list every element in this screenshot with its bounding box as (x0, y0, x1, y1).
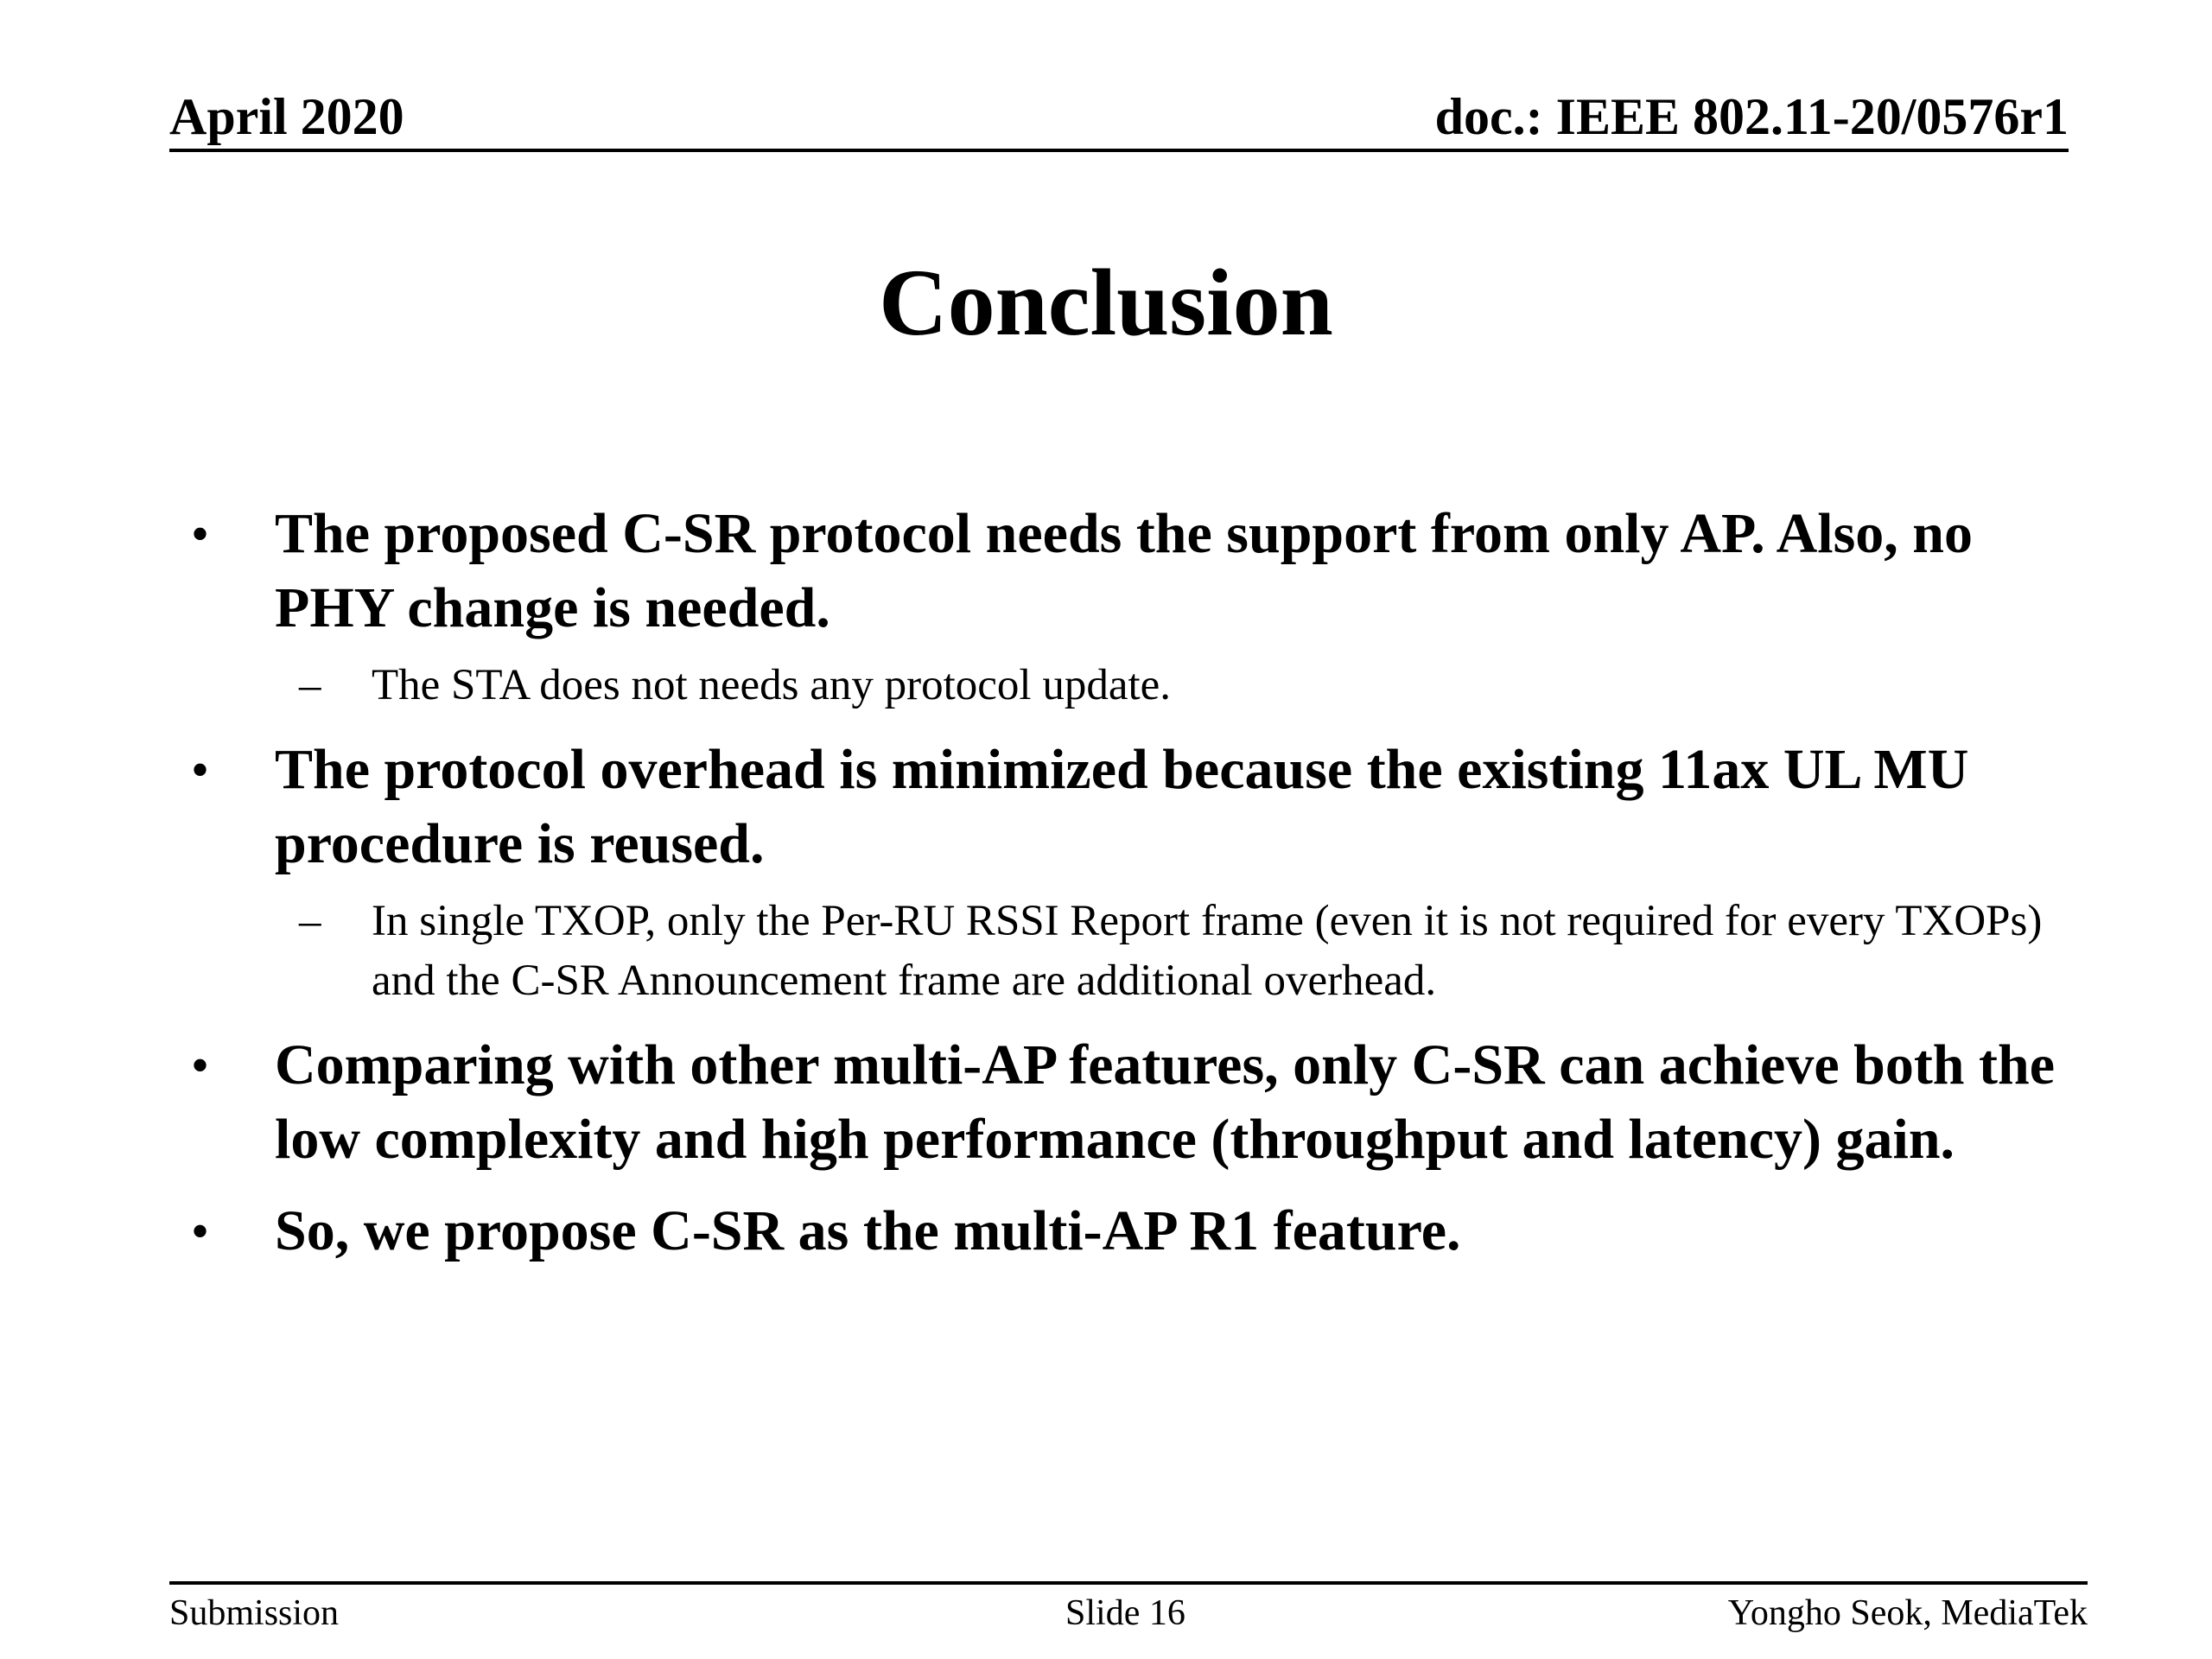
bullet-text: The proposed C-SR protocol needs the support from only AP. Also, no PHY change is needed. (275, 502, 1974, 639)
bullet-item (169, 1194, 2070, 1268)
bullet-item (169, 733, 2070, 881)
dash-icon: – (299, 661, 321, 709)
slide-footer (169, 1581, 2088, 1637)
footer-slide-number: Slide 16 (1065, 1593, 1185, 1633)
header-doc-id: doc.: IEEE 802.11-20/0576r1 (1434, 88, 2069, 145)
footer-author: Yongho Seok, MediaTek (1727, 1593, 2088, 1633)
sub-bullet-text: The STA does not needs any protocol update. (372, 661, 1172, 709)
sub-bullet-item (169, 892, 2070, 1011)
sub-bullet-item (169, 656, 2070, 715)
bullet-text: So, we propose C-SR as the multi-AP R1 feature. (275, 1199, 1461, 1262)
dash-icon: – (299, 897, 321, 945)
header-date: April 2020 (169, 88, 404, 145)
bullet-icon: • (191, 1037, 210, 1094)
footer-submission: Submission (169, 1593, 340, 1633)
bullet-icon: • (191, 741, 210, 798)
bullet-text: The protocol overhead is minimized because the existing 11ax UL MU procedure is reused. (275, 738, 1969, 875)
bullet-item (169, 497, 2070, 645)
sub-bullet-text: In single TXOP, only the Per-RU RSSI Report frame (even it is not required for every TXOPs) and the C-SR Announcement frame are additional overhead. (372, 897, 2043, 1005)
bullet-text: Comparing with other multi-AP features, only C-SR can achieve both the low complexity and high performance (throughput and latency) gain. (275, 1033, 2055, 1171)
bullet-icon: • (191, 1203, 210, 1260)
bullet-item (169, 1028, 2070, 1177)
slide-header (169, 85, 2069, 152)
slide-title: Conclusion (879, 250, 1333, 355)
slide-body (169, 497, 2070, 1279)
bullet-icon: • (191, 505, 210, 563)
